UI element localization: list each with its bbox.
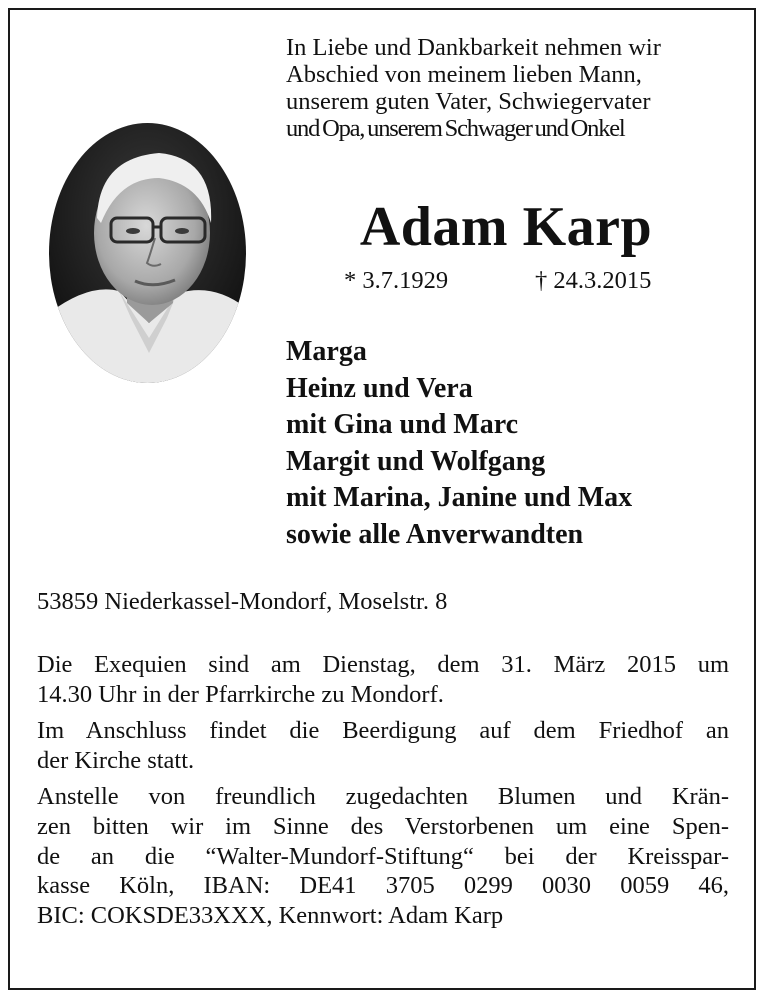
family-line: mit Marina, Janine und Max xyxy=(286,482,633,514)
paragraph-line: Im Anschluss findet die Beerdigung auf dem Friedhof an xyxy=(37,717,729,745)
family-line: Heinz und Vera xyxy=(286,372,473,404)
intro-line: Abschied von meinem lieben Mann, xyxy=(286,61,642,88)
paragraph-line: BIC: COKSDE33XXX, Kennwort: Adam Karp xyxy=(37,901,504,929)
paragraph-line: 14.30 Uhr in der Pfarrkirche zu Mondorf. xyxy=(37,680,444,708)
intro-text xyxy=(286,34,736,142)
paragraph-line: de an die “Walter-Mundorf-Stiftung“ bei der Kreisspar- xyxy=(37,842,730,870)
family-list xyxy=(286,334,632,554)
address: 53859 Niederkassel-Mondorf, Moselstr. 8 xyxy=(37,588,448,615)
family-line: mit Gina und Marc xyxy=(286,409,519,441)
donation-paragraph xyxy=(37,782,729,930)
paragraph-line: der Kirche statt. xyxy=(37,746,195,774)
family-line: sowie alle Anverwandten xyxy=(286,518,584,550)
family-line: Marga xyxy=(286,336,367,367)
service-paragraph xyxy=(37,650,729,709)
burial-paragraph xyxy=(37,716,729,775)
paragraph-line: Anstelle von freundlich zugedachten Blumen und Krän- xyxy=(37,783,729,811)
family-line: Margit und Wolfgang xyxy=(286,445,546,477)
funeral-details xyxy=(37,650,729,937)
paragraph-line: zen bitten wir im Sinne des Verstorbenen um eine Spen- xyxy=(37,812,729,840)
intro-line: unserem guten Vater, Schwiegervater xyxy=(286,88,651,115)
deceased-name: Adam Karp xyxy=(359,196,653,258)
intro-line: und Opa, unserem Schwager und Onkel xyxy=(286,115,625,142)
death-date: † 24.3.2015 xyxy=(535,267,652,294)
intro-line: In Liebe und Dankbarkeit nehmen wir xyxy=(286,34,661,61)
paragraph-line: Die Exequien sind am Dienstag, dem 31. März 2015 um xyxy=(37,651,729,678)
portrait-photo xyxy=(49,123,246,383)
birth-date: * 3.7.1929 xyxy=(344,267,449,294)
paragraph-line: kasse Köln, IBAN: DE41 3705 0299 0030 0059 46, xyxy=(37,872,729,900)
